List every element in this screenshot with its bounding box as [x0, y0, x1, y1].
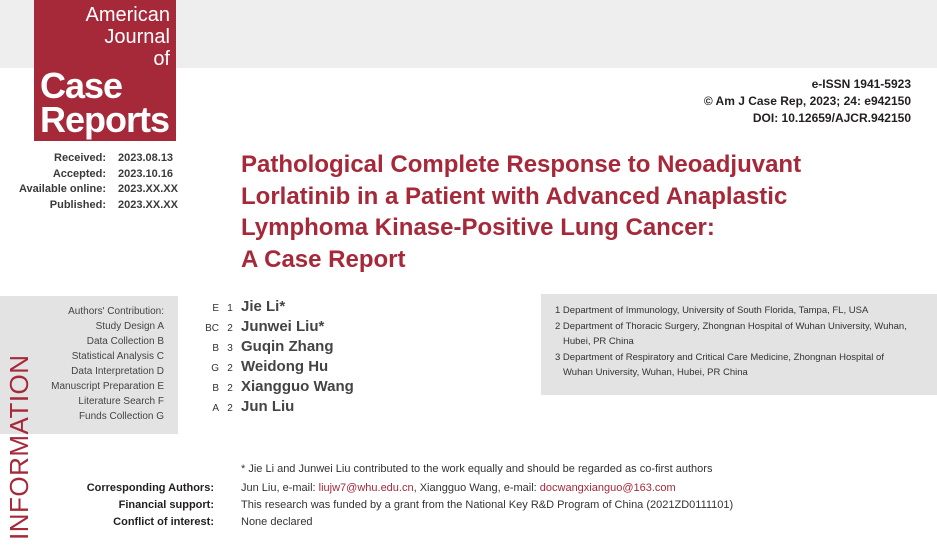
financial-row	[0, 497, 733, 514]
author-row	[197, 378, 354, 398]
corresponding-text-2: , Xiangguo Wang, e-mail:	[413, 482, 540, 494]
author-name: Guqin Zhang	[241, 338, 334, 355]
affiliation-line: 2 Department of Thoracic Surgery, Zhongnan Hospital of Wuhan University, Wuhan,	[555, 320, 907, 332]
article-dates	[0, 151, 178, 213]
logo-line-2: Journal	[104, 26, 170, 48]
affiliations-panel	[541, 294, 937, 395]
conflict-label: Conflict of interest:	[113, 516, 214, 528]
title-line: Pathological Complete Response to Neoadjuvant	[241, 151, 802, 178]
email-link-2[interactable]: docwangxianguo@163.com	[539, 482, 676, 494]
contribution-item: Funds Collection G	[78, 411, 164, 422]
author-name: Junwei Liu*	[241, 318, 325, 335]
contribution-item: Literature Search F	[78, 396, 164, 407]
conflict-row	[0, 514, 733, 531]
author-role: E	[212, 303, 219, 314]
correspondence-block	[0, 480, 733, 531]
date-label: Published:	[49, 198, 106, 211]
date-row	[0, 182, 178, 198]
author-affiliation-number: 1	[227, 303, 233, 314]
contribution-item: Study Design A	[95, 321, 164, 332]
corresponding-row	[0, 480, 733, 497]
author-row	[197, 298, 354, 318]
financial-value: This research was funded by a grant from the National Key R&D Program of China (2021ZD0111101)	[241, 499, 734, 511]
date-value: 2023.XX.XX	[118, 198, 178, 211]
title-line: Lorlatinib in a Patient with Advanced Anaplastic	[241, 182, 788, 210]
affiliation-line: 3 Department of Respiratory and Critical Care Medicine, Zhongnan Hospital of	[555, 351, 884, 363]
author-row	[197, 318, 354, 338]
author-affiliation-number: 2	[227, 383, 233, 394]
author-row	[197, 398, 354, 418]
eissn: e-ISSN 1941-5923	[811, 77, 911, 91]
author-role: B	[212, 383, 219, 394]
author-role: B	[212, 343, 219, 354]
date-value: 2023.08.13	[118, 152, 174, 164]
date-label: Received:	[54, 152, 106, 164]
corresponding-value	[241, 480, 676, 497]
author-row	[197, 358, 354, 378]
journal-logo	[34, 0, 176, 141]
contribution-item: Statistical Analysis C	[71, 351, 164, 362]
title-line: Lymphoma Kinase-Positive Lung Cancer:	[241, 214, 715, 241]
author-row	[197, 338, 354, 358]
author-name: Jun Liu	[241, 398, 295, 415]
contribution-item: Data Collection B	[86, 336, 164, 347]
logo-line-4: Case	[40, 65, 123, 106]
date-label: Accepted:	[52, 167, 106, 180]
author-affiliation-number: 2	[227, 403, 233, 414]
author-list	[197, 298, 354, 418]
date-value: 2023.10.16	[118, 167, 174, 180]
author-name: Jie Li*	[241, 298, 286, 315]
affiliation-line: 1 Department of Immunology, University of South Florida, Tampa, FL, USA	[555, 305, 869, 316]
logo-line-1: American	[85, 4, 170, 26]
author-affiliation-number: 3	[227, 343, 233, 354]
publication-info	[704, 76, 911, 127]
author-role: A	[212, 403, 219, 414]
date-label: Available online:	[18, 183, 106, 195]
article-title	[241, 149, 881, 275]
logo-line-5: Reports	[40, 99, 170, 140]
author-role: BC	[205, 323, 219, 334]
date-value: 2023.XX.XX	[118, 183, 178, 195]
email-link-1[interactable]: liujw7@whu.edu.cn	[318, 482, 414, 494]
logo-line-3: of	[153, 48, 170, 70]
information-side-label: INFORMATION	[4, 354, 34, 540]
author-role: G	[211, 363, 219, 374]
affiliation-line: Hubei, PR China	[563, 336, 634, 347]
author-name: Xiangguo Wang	[241, 378, 354, 395]
conflict-value: None declared	[241, 516, 313, 528]
corresponding-text-1: Jun Liu, e-mail:	[241, 482, 319, 494]
co-first-author-footnote: * Jie Li and Junwei Liu contributed to the work equally and should be regarded as co-first authors	[241, 463, 713, 475]
title-line: A Case Report	[241, 245, 406, 273]
doi[interactable]: DOI: 10.12659/AJCR.942150	[752, 111, 911, 125]
contribution-heading: Authors' Contribution:	[68, 306, 164, 317]
author-affiliation-number: 2	[227, 323, 233, 334]
author-name: Weidong Hu	[241, 358, 329, 375]
financial-label: Financial support:	[118, 499, 214, 511]
author-affiliation-number: 2	[227, 363, 233, 374]
corresponding-label: Corresponding Authors:	[86, 482, 214, 494]
affiliation-line: Wuhan University, Wuhan, Hubei, PR China	[563, 367, 748, 378]
contribution-item: Data Interpretation D	[71, 366, 164, 377]
contribution-item: Manuscript Preparation E	[51, 381, 164, 392]
date-row	[0, 151, 178, 167]
date-row	[0, 198, 178, 214]
citation: © Am J Case Rep, 2023; 24: e942150	[703, 94, 911, 108]
date-row	[0, 167, 178, 183]
